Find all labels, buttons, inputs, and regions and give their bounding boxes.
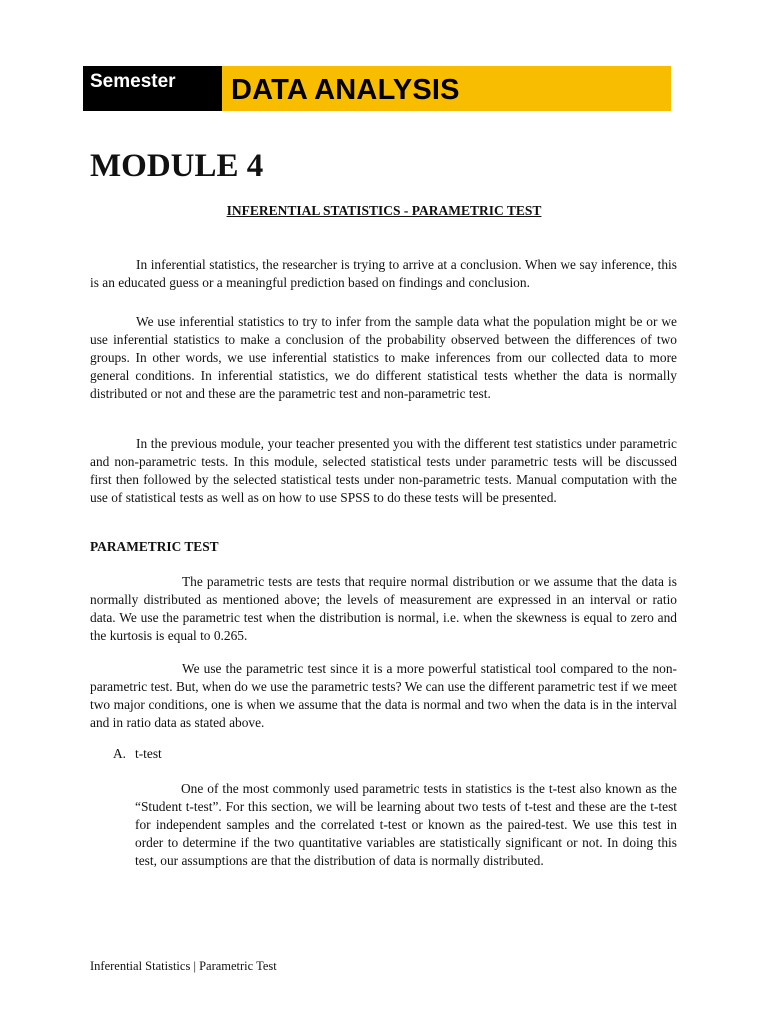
page-footer: Inferential Statistics | Parametric Test (90, 959, 277, 973)
t-test-paragraph: One of the most commonly used parametric tests in statistics is the t-test also known as the “Student t-test”. For this section, we will be learning about two tests of t-test and these are the t-test for independent samples and the correlated t-test or known as the paired-test. We use this test in order to determine if the two quantitative variables are statistically significant or not. In doing this test, our assumptions are that the distribution of data is normally distributed. (135, 781, 677, 868)
parametric-definition-paragraph: The parametric tests are tests that require normal distribution or we assume that the data is normally distributed as mentioned above; the levels of measurement are expressed in an interval or ratio data. We use the parametric test when the distribution is normal, i.e. when the skewness is equal to zero and the kurtosis is equal to 0.265. (90, 574, 677, 643)
list-marker: A. (113, 746, 127, 761)
semester-label: Semester (83, 66, 222, 111)
inferential-paragraph: We use inferential statistics to try to infer from the sample data what the population might be or we use inferential statistics to make a conclusion of the probability observed between the differences of two groups. In other words, we use inferential statistics to make inferences from our collected data to more general conditions. In inferential statistics, we do different statistical tests whether the data is normally distributed or not and these are the parametric test and non-parametric test. (90, 314, 677, 401)
header-banner (83, 66, 671, 111)
parametric-usage-paragraph: We use the parametric test since it is a more powerful statistical tool compared to the non-parametric test. But, when do we use the parametric tests? We can use the different parametric test if we meet two major conditions, one is when we assume that the data is normal and two when the data is in the interval and in ratio data as stated above. (90, 661, 677, 730)
intro-paragraph: In inferential statistics, the researcher is trying to arrive at a conclusion. When we say inference, this is an educated guess or a meaningful prediction based on findings and conclusion. (90, 257, 677, 290)
module-title: MODULE 4 (90, 148, 264, 184)
list-item-label: t-test (135, 746, 162, 761)
previous-module-paragraph: In the previous module, your teacher presented you with the different test statistics under parametric and non-parametric tests. In this module, selected statistical tests under parametric tests will be discussed first then followed by the selected statistical tests under non-parametric tests. Manual computation with the use of statistical tests as well as on how to use SPSS to do these tests will be presented. (90, 436, 677, 505)
parametric-test-heading: PARAMETRIC TEST (90, 539, 219, 554)
course-title: DATA ANALYSIS (222, 66, 671, 111)
list-item-t-test (113, 746, 162, 762)
section-title: INFERENTIAL STATISTICS - PARAMETRIC TEST (226, 203, 542, 218)
